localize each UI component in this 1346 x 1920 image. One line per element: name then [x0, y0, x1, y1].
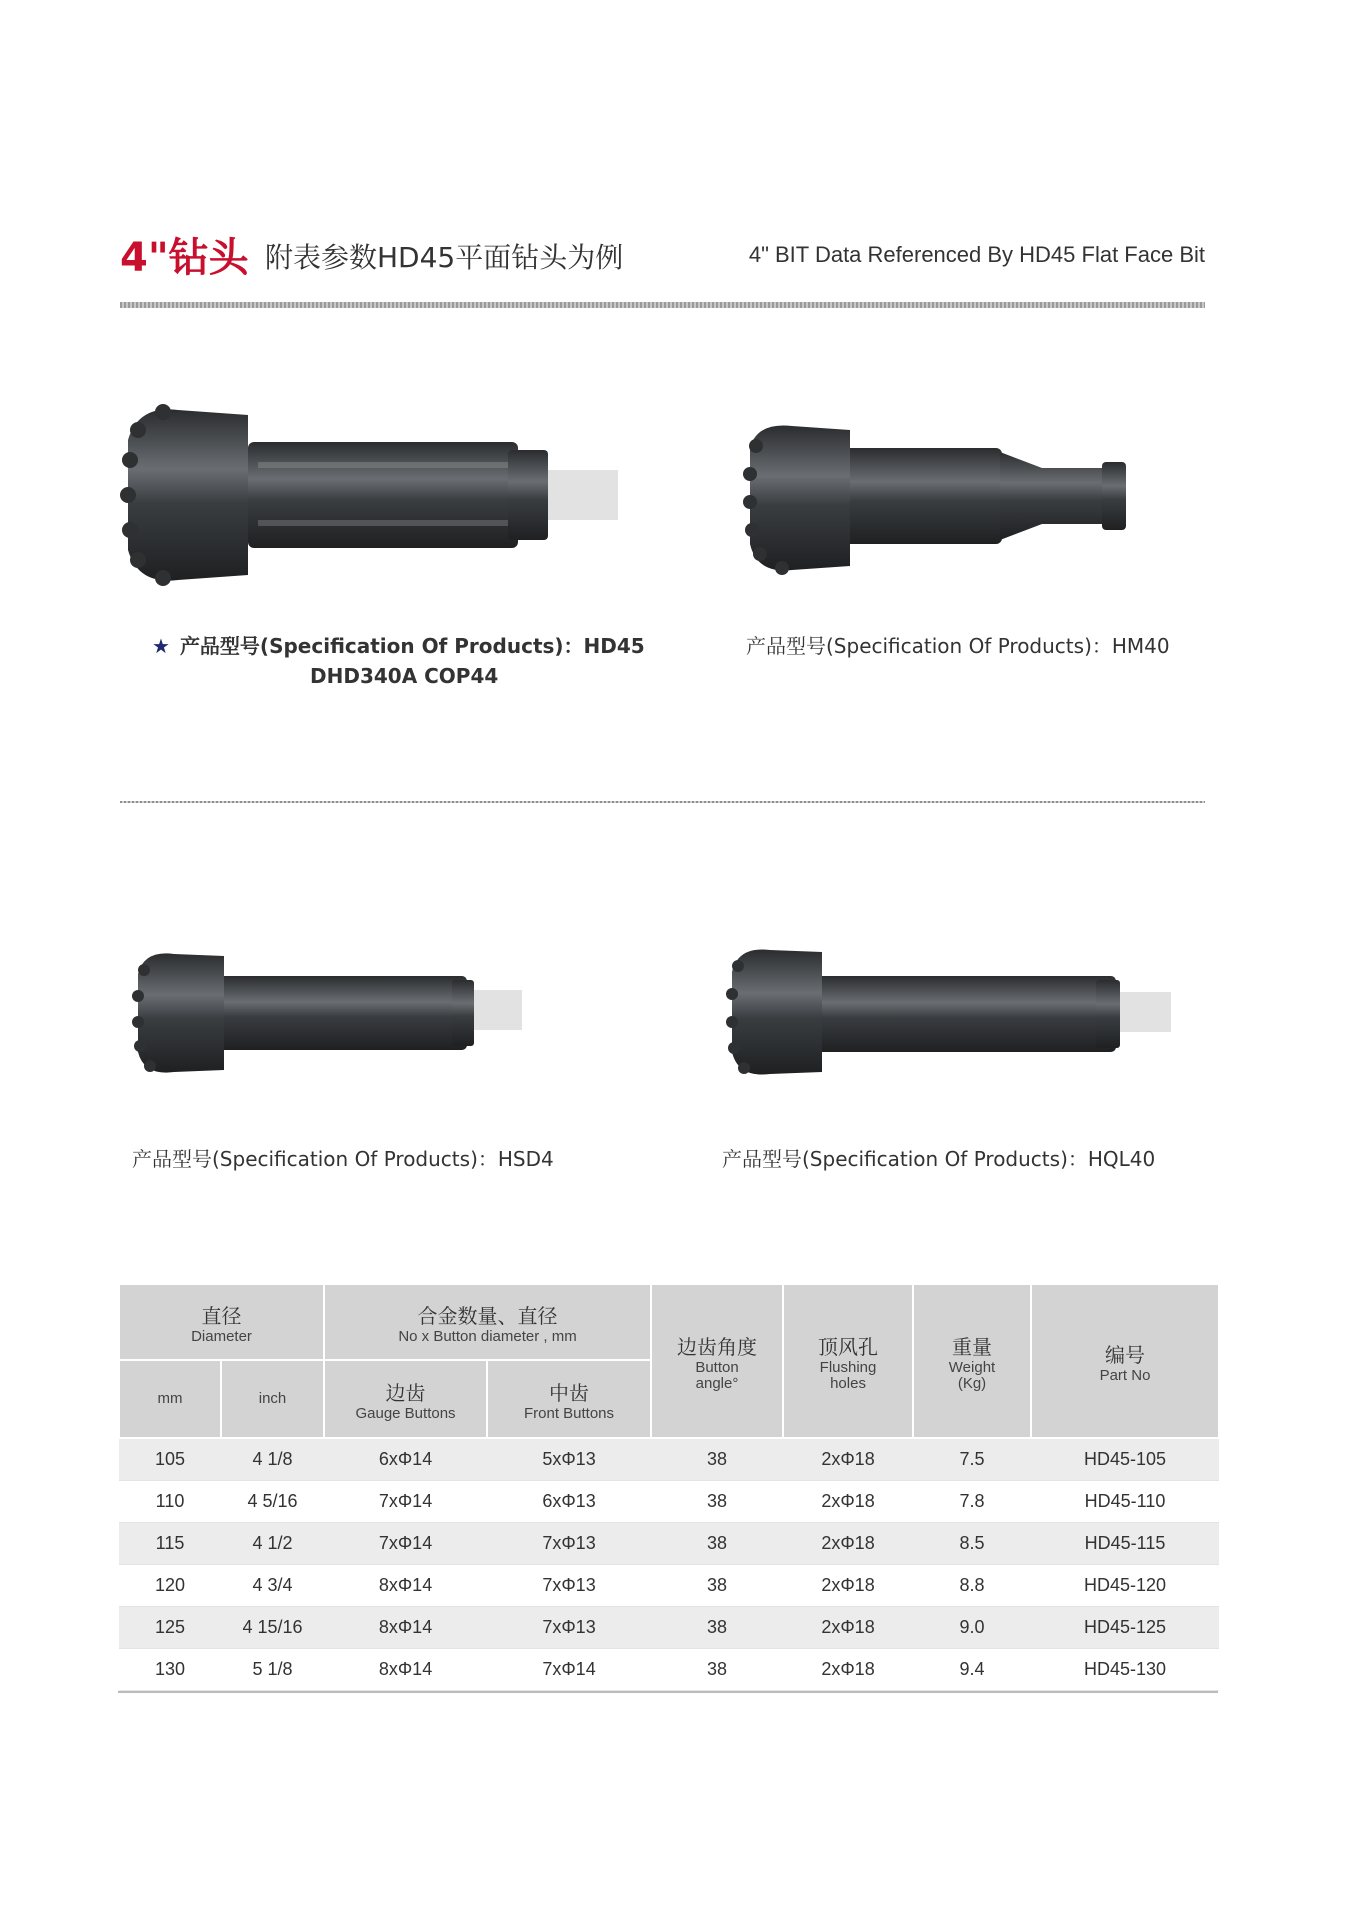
cell-weight: 8.8 [913, 1565, 1031, 1607]
header-mm: mm [119, 1360, 221, 1438]
table-bottom-border [118, 1691, 1218, 1693]
header-divider [120, 302, 1205, 308]
cell-angle: 38 [651, 1649, 783, 1691]
cell-weight: 8.5 [913, 1523, 1031, 1565]
section-divider [120, 801, 1205, 803]
header-front: 中齿 Front Buttons [487, 1360, 651, 1438]
cell-flushing: 2xΦ18 [783, 1523, 913, 1565]
product-caption-hql40: 产品型号(Specification Of Products)：HQL40 [722, 1147, 1156, 1171]
cell-inch: 4 15/16 [221, 1607, 324, 1649]
cell-part: HD45-105 [1031, 1438, 1219, 1481]
cell-inch: 5 1/8 [221, 1649, 324, 1691]
drill-bit-icon [742, 418, 1152, 578]
product-image-hd45 [118, 400, 648, 600]
cell-mm: 120 [119, 1565, 221, 1607]
page-header [120, 222, 1205, 282]
table-row [119, 1481, 1219, 1523]
cell-weight: 9.4 [913, 1649, 1031, 1691]
drill-bit-icon [118, 400, 648, 600]
page-title: 4"钻头 [120, 235, 249, 281]
table-row [119, 1523, 1219, 1565]
cell-mm: 125 [119, 1607, 221, 1649]
product-caption-hd45-line2: DHD340A COP44 [310, 664, 499, 688]
cell-gauge: 7xΦ14 [324, 1523, 487, 1565]
cell-angle: 38 [651, 1523, 783, 1565]
page-subtitle-en: 4" BIT Data Referenced By HD45 Flat Face Bit [748, 242, 1205, 267]
table-row [119, 1607, 1219, 1649]
cell-front: 7xΦ13 [487, 1607, 651, 1649]
cell-gauge: 8xΦ14 [324, 1607, 487, 1649]
product-caption-hd45: ★ 产品型号(Specification Of Products)：HD45 [152, 634, 645, 658]
header-inch: inch [221, 1360, 324, 1438]
cell-mm: 110 [119, 1481, 221, 1523]
header-diameter: 直径 Diameter [119, 1284, 324, 1360]
header-flushing: 顶风孔 Flushing holes [783, 1284, 913, 1438]
cell-inch: 4 1/8 [221, 1438, 324, 1481]
header-weight: 重量 Weight (Kg) [913, 1284, 1031, 1438]
drill-bit-icon [132, 948, 532, 1078]
cell-weight: 9.0 [913, 1607, 1031, 1649]
product-caption-hm40: 产品型号(Specification Of Products)：HM40 [746, 634, 1170, 658]
cell-front: 7xΦ13 [487, 1565, 651, 1607]
product-caption-hsd4: 产品型号(Specification Of Products)：HSD4 [132, 1147, 554, 1171]
cell-flushing: 2xΦ18 [783, 1607, 913, 1649]
cell-mm: 115 [119, 1523, 221, 1565]
cell-gauge: 8xΦ14 [324, 1565, 487, 1607]
spec-table [118, 1283, 1218, 1693]
header-angle: 边齿角度 Button angle° [651, 1284, 783, 1438]
page-subtitle-cn: 附表参数HD45平面钻头为例 [265, 241, 624, 274]
cell-gauge: 8xΦ14 [324, 1649, 487, 1691]
cell-front: 5xΦ13 [487, 1438, 651, 1481]
header-gauge: 边齿 Gauge Buttons [324, 1360, 487, 1438]
header-buttons: 合金数量、直径 No x Button diameter , mm [324, 1284, 651, 1360]
spec-table-body [119, 1438, 1219, 1691]
star-icon: ★ [152, 634, 170, 658]
cell-angle: 38 [651, 1565, 783, 1607]
cell-mm: 130 [119, 1649, 221, 1691]
cell-angle: 38 [651, 1438, 783, 1481]
cell-inch: 4 1/2 [221, 1523, 324, 1565]
cell-flushing: 2xΦ18 [783, 1438, 913, 1481]
cell-mm: 105 [119, 1438, 221, 1481]
cell-gauge: 7xΦ14 [324, 1481, 487, 1523]
cell-part: HD45-115 [1031, 1523, 1219, 1565]
cell-part: HD45-130 [1031, 1649, 1219, 1691]
cell-flushing: 2xΦ18 [783, 1565, 913, 1607]
cell-part: HD45-120 [1031, 1565, 1219, 1607]
product-image-hsd4 [132, 948, 532, 1078]
table-row [119, 1649, 1219, 1691]
cell-angle: 38 [651, 1607, 783, 1649]
product-image-hm40 [742, 418, 1152, 578]
cell-angle: 38 [651, 1481, 783, 1523]
cell-inch: 4 5/16 [221, 1481, 324, 1523]
cell-weight: 7.5 [913, 1438, 1031, 1481]
cell-flushing: 2xΦ18 [783, 1649, 913, 1691]
cell-inch: 4 3/4 [221, 1565, 324, 1607]
cell-gauge: 6xΦ14 [324, 1438, 487, 1481]
product-image-hql40 [726, 942, 1176, 1082]
cell-weight: 7.8 [913, 1481, 1031, 1523]
cell-part: HD45-110 [1031, 1481, 1219, 1523]
header-part-no: 编号 Part No [1031, 1284, 1219, 1438]
cell-front: 7xΦ14 [487, 1649, 651, 1691]
table-row [119, 1565, 1219, 1607]
drill-bit-icon [726, 942, 1176, 1082]
cell-front: 7xΦ13 [487, 1523, 651, 1565]
cell-front: 6xΦ13 [487, 1481, 651, 1523]
table-row [119, 1438, 1219, 1481]
cell-flushing: 2xΦ18 [783, 1481, 913, 1523]
cell-part: HD45-125 [1031, 1607, 1219, 1649]
